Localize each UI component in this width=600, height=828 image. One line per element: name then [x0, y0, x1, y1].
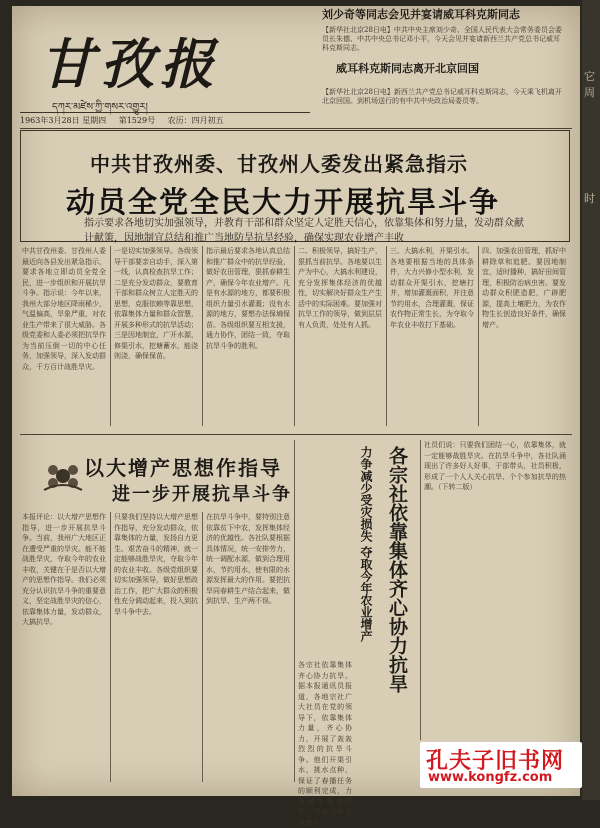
- main-headline: 动员全党全民大力开展抗旱斗争: [66, 185, 501, 219]
- article-column: 各宗社依靠集体齐心协力抗旱。据本报通讯员报道，各地宗社广大社员在党的领导下，依靠集体力量，齐心协力，开展了轰轰烈烈的抗旱斗争。他们开渠引水，挑水点种，保证了春播任务的顺利完成，力争减少受灾损失，夺取今年农业增产。: [298, 661, 352, 827]
- issue-date: 1963年3月28日 星期四: [20, 116, 107, 125]
- vertical-headline: 各宗社依靠集体齐心协力抗旱: [386, 446, 408, 693]
- article-column: 四、加强农田管理，抓好中耕除草和追肥。要因地制宜，适时播种，搞好田间管理，积极防治病虫害。要发动群众积肥造肥，广辟肥源，提高土壤肥力，为农作物生长创造良好条件，确保增产。: [482, 247, 566, 329]
- article-column: 二、积极领导，搞好生产，狠抓当前抗旱。各地要以生产为中心，大搞水利建设，充分发挥集体经济的优越性，切实解决好群众生产生活中的实际困难。要加强对抗旱工作的领导，做到层层有人负责，处处有人抓。: [298, 247, 382, 329]
- column-divider: [202, 246, 203, 426]
- watermark-url: www.kongfz.com: [428, 770, 553, 785]
- newspaper-masthead: 甘孜报: [40, 32, 220, 96]
- article-column: 本报评论：以大增产思想作指导，进一步开展抗旱斗争。当前，我州广大地区正在遭受严重的旱灾。能不能战胜旱灾，夺取今年的农业丰收，关键在于是否以大增产的思想作指导。我们必须充分认识抗旱斗争的重要意义，坚定战胜旱灾的信心，依靠集体力量，发动群众，大搞抗旱。: [22, 513, 106, 626]
- watermark-site-name: 孔夫子旧书网: [426, 749, 565, 774]
- column-divider: [386, 246, 387, 426]
- column-divider: [294, 440, 295, 782]
- top-news-headline-2: 威耳科克斯同志离开北京回国: [336, 62, 479, 75]
- adjacent-page-edge: [582, 0, 600, 800]
- column-divider: [294, 246, 295, 426]
- top-news-body-1: 【新华社北京28日电】中共中央主席刘少奇、全国人民代表大会常务委员会委员长朱德、中共中央总书记邓小平，今天会见并宴请新西兰共产党总书记威耳科克斯同志。: [322, 26, 562, 52]
- column-divider: [202, 512, 203, 782]
- adjacent-page-text: 它周: [584, 70, 595, 99]
- kongfz-watermark: [420, 742, 582, 788]
- masthead-rule: [20, 128, 572, 129]
- article-column: 一是切实加强领导。各级领导干部要亲自动手，深入第一线，认真检查抗旱工作；二是充分发动群众，要教育干部和群众树立人定胜天的思想，克服依赖等靠思想，依靠集体力量和群众智慧，开展多种形式的抗旱活动；三是因地制宜，广开水源，修渠引水，挖塘蓄水，能浇则浇，确保保苗。: [114, 247, 198, 360]
- masthead-tibetan: དཀར་མཛེས་ཀྱི་གསར་འགྱུར།: [52, 102, 148, 113]
- column-divider: [420, 440, 421, 740]
- editorial-headline-line1: 以大增产思想作指导: [84, 456, 282, 480]
- column-divider: [110, 246, 111, 426]
- main-summary: 指示要求各地切实加强领导，并教育干部和群众坚定人定胜天信心，依靠集体和努力量，发动群众献计献策，因地制宜总结和推广当地防旱抗旱经验，确保实现农业增产丰收: [84, 218, 524, 244]
- article-column: 只要我们坚持以大增产思想作指导，充分发动群众，依靠集体的力量，发扬自力更生、艰苦奋斗的精神，就一定能够战胜旱灾，夺取今年的农业丰收。各级党组织要切实加强领导，做好思想政治工作，把广大群众的积极性充分调动起来，投入到抗旱斗争中去。: [114, 513, 198, 616]
- issue-lunar-date: 农历：四月初五: [167, 116, 224, 125]
- article-column: 指示最后要求各地认真总结和推广群众中的抗旱经验，做好农田管理，狠抓春耕生产，确保今年农业增产。凡是有水源的地方，都要积极组织力量引水灌溉；没有水源的地方，要想办法保墒保苗。各级组织要互相支援，通力协作，团结一致，夺取抗旱斗争的胜利。: [206, 247, 290, 350]
- vertical-subheadline: 力争减少受灾损失 夺取今年农业增产: [359, 446, 373, 643]
- issue-number: 第1529号: [118, 116, 156, 125]
- article-column: 中共甘孜州委、甘孜州人委最近向各县发出紧急指示，要求各地立即动员全党全民，进一步组织和开展抗旱斗争。指示说：今年以来，我州大部分地区降雨稀少，气温偏高，旱象严重，对农业生产带来了很大威胁。各级党委和人委必须把抗旱作为当前压倒一切的中心任务，加强领导，深入发动群众，千方百计战胜旱灾。: [22, 247, 106, 371]
- top-right-news: [316, 6, 570, 128]
- issue-info-line: [20, 112, 310, 126]
- article-column: 在抗旱斗争中，要特别注意依靠贫下中农，发挥集体经济的优越性。各社队要根据具体情况，统一安排劳力，统一调配水源，做到合理用水，节约用水，使有限的水源发挥最大的作用。要把抗旱同春耕生产结合起来，做到抗旱、生产两不误。: [206, 513, 290, 605]
- editorial-headline-line2: 进一步开展抗旱斗争: [112, 484, 292, 505]
- main-subheadline: 中共甘孜州委、甘孜州人委发出紧急指示: [90, 152, 468, 176]
- section-rule: [20, 434, 572, 435]
- article-column: 社员们说：只要我们团结一心，依靠集体，就一定能够战胜旱灾。在抗旱斗争中，各社队涌现出了许多好人好事，干部带头，社员积极，形成了一个人人关心抗旱、个个参加抗旱的热潮。（下转二版）: [424, 441, 566, 491]
- column-divider: [110, 512, 111, 782]
- column-divider: [478, 246, 479, 426]
- top-news-body-2: 【新华社北京28日电】新西兰共产党总书记威耳科克斯同志，今天乘飞机离开北京回国。到机场送行的有中共中央政治局委员等。: [322, 88, 562, 105]
- adjacent-page-text: 时: [584, 192, 595, 205]
- decorative-flower-icon: [40, 456, 86, 496]
- article-column: 三、大搞水利，开渠引水。各地要根据当地的具体条件，大力兴修小型水利，发动群众开渠引水，挖塘打井，增加灌溉面积，并注意节约用水，合理灌溉，保证农作物正常生长，为夺取今年农业丰收打下基础。: [390, 247, 474, 329]
- top-news-headline-1: 刘少奇等同志会见并宴请威耳科克斯同志: [322, 8, 520, 21]
